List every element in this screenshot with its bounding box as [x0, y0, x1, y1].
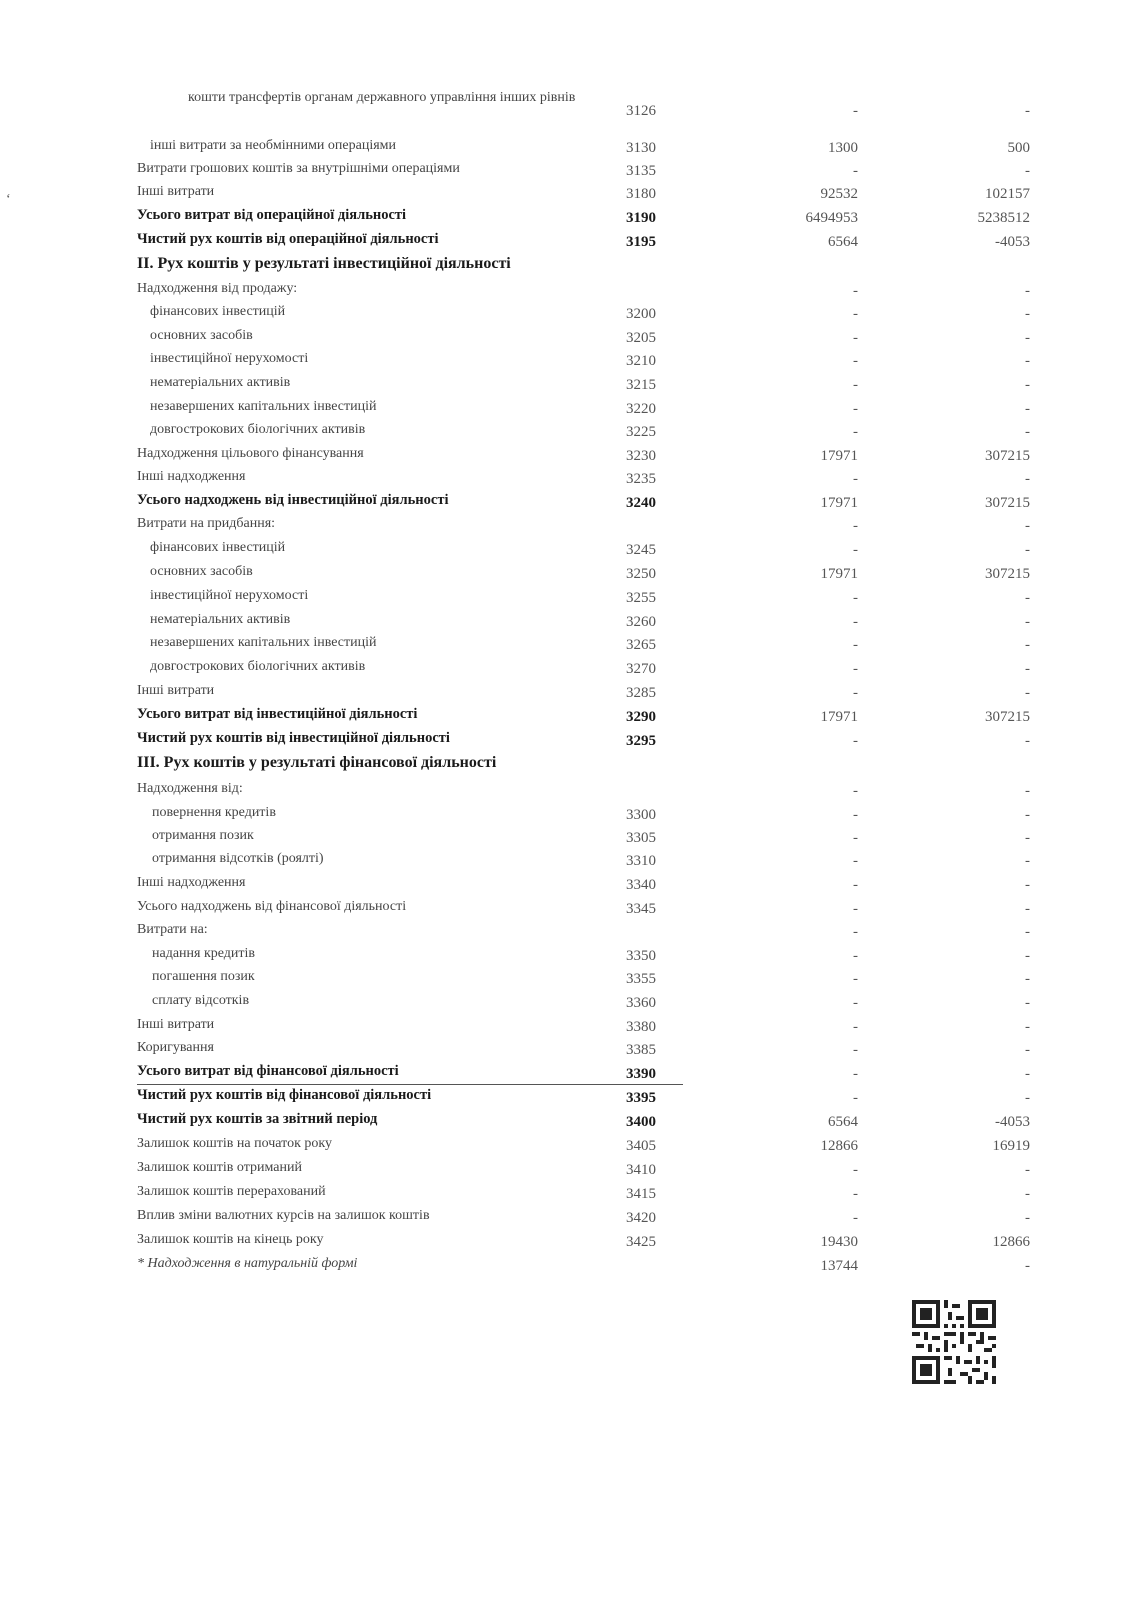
row-value-current: - [853, 733, 858, 749]
row-value-current: - [853, 542, 858, 558]
row-value-current: - [853, 1210, 858, 1226]
row-value-current: - [853, 614, 858, 630]
row-label: Усього витрат від операційної діяльності [137, 207, 407, 223]
row-code: 3235 [626, 471, 656, 487]
row-label: Витрати на придбання: [137, 516, 276, 531]
table-row [0, 946, 1131, 969]
row-value-previous: - [1025, 661, 1030, 677]
table-row [0, 232, 1131, 255]
row-code: 3205 [626, 330, 656, 346]
row-value-current: 6564 [828, 1114, 858, 1130]
table-row [0, 564, 1131, 587]
table-row [0, 1232, 1131, 1255]
table-row [0, 540, 1131, 563]
row-value-previous: - [1025, 1042, 1030, 1058]
table-row [0, 184, 1131, 207]
row-code: 3405 [626, 1138, 656, 1154]
row-value-previous: - [1025, 948, 1030, 964]
row-value-previous: - [1025, 1186, 1030, 1202]
row-value-current: 17971 [820, 495, 858, 511]
table-row [0, 493, 1131, 516]
row-value-previous: - [1025, 901, 1030, 917]
row-label: основних засобів [150, 564, 253, 579]
row-value-previous: - [1025, 877, 1030, 893]
row-value-current: - [853, 353, 858, 369]
row-value-current: 17971 [820, 566, 858, 582]
row-value-current: - [853, 330, 858, 346]
row-value-current: - [853, 948, 858, 964]
row-value-current: - [853, 306, 858, 322]
row-value-current: - [853, 590, 858, 606]
row-value-current: - [853, 1162, 858, 1178]
row-code: 3255 [626, 590, 656, 606]
row-value-current: - [853, 163, 858, 179]
section-title: III. Рух коштів у результаті фінансової діяльності [137, 754, 497, 771]
row-code: 3390 [626, 1066, 656, 1082]
row-code: 3285 [626, 685, 656, 701]
row-value-previous: - [1025, 733, 1030, 749]
row-label [150, 91, 620, 105]
row-value-previous: - [1025, 637, 1030, 653]
row-code: 3425 [626, 1234, 656, 1250]
row-label: довгострокових біологічних активів [150, 422, 366, 437]
table-row [0, 1136, 1131, 1159]
table-row [0, 659, 1131, 682]
row-code: 3225 [626, 424, 656, 440]
row-code: 3240 [626, 495, 656, 511]
row-label: погашення позик [152, 969, 255, 984]
row-value-previous: - [1025, 1019, 1030, 1035]
row-label: інвестиційної нерухомості [150, 588, 309, 603]
row-label: нематеріальних активів [150, 375, 291, 390]
row-value-current: - [853, 783, 858, 799]
row-label: Витрати грошових коштів за внутрішніми операціями [137, 161, 460, 176]
section-heading [0, 754, 1131, 780]
row-value-previous: - [1025, 163, 1030, 179]
table-row [0, 969, 1131, 992]
row-value-current: - [853, 401, 858, 417]
row-code: 3300 [626, 807, 656, 823]
row-value-current: 13744 [820, 1258, 858, 1274]
table-row [0, 993, 1131, 1016]
row-value-previous: - [1025, 103, 1030, 119]
row-label: Інші витрати [137, 683, 215, 698]
row-value-current: - [853, 1186, 858, 1202]
row-label: Інші надходження [137, 469, 246, 484]
table-row [0, 851, 1131, 874]
row-label: Інші витрати [137, 1017, 215, 1032]
row-label: основних засобів [150, 328, 253, 343]
table-row [0, 208, 1131, 231]
row-value-current: 17971 [820, 709, 858, 725]
row-label: Залишок коштів перерахований [137, 1184, 326, 1199]
row-label: інвестиційної нерухомості [150, 351, 309, 366]
row-label: нематеріальних активів [150, 612, 291, 627]
table-row [0, 899, 1131, 922]
row-value-previous: - [1025, 783, 1030, 799]
row-label: Витрати на: [137, 922, 208, 937]
table-row [0, 469, 1131, 492]
row-label: довгострокових біологічних активів [150, 659, 366, 674]
row-value-current: 6564 [828, 234, 858, 250]
row-value-previous: 12866 [992, 1234, 1030, 1250]
row-label: отримання позик [152, 828, 254, 843]
qr-code-icon [912, 1300, 996, 1384]
table-row [0, 828, 1131, 851]
row-value-previous: - [1025, 685, 1030, 701]
row-value-current: - [853, 924, 858, 940]
row-value-previous: - [1025, 471, 1030, 487]
table-row [0, 1256, 1131, 1279]
row-value-previous: - [1025, 306, 1030, 322]
row-value-current: - [853, 1090, 858, 1106]
row-value-previous: - [1025, 353, 1030, 369]
row-value-current: - [853, 518, 858, 534]
row-value-current: - [853, 807, 858, 823]
row-value-current: - [853, 377, 858, 393]
table-row [0, 138, 1131, 161]
row-value-current: - [853, 1042, 858, 1058]
table-row [0, 161, 1131, 184]
row-value-previous: - [1025, 377, 1030, 393]
row-label: * Надходження в натуральній формі [137, 1256, 358, 1271]
row-code: 3200 [626, 306, 656, 322]
row-value-previous: - [1025, 401, 1030, 417]
row-code: 3340 [626, 877, 656, 893]
row-value-previous: - [1025, 971, 1030, 987]
row-value-current: - [853, 637, 858, 653]
row-value-current: - [853, 1019, 858, 1035]
row-value-current: - [853, 971, 858, 987]
row-value-current: 92532 [820, 186, 858, 202]
row-value-current: - [853, 471, 858, 487]
table-row [0, 446, 1131, 469]
row-code: 3135 [626, 163, 656, 179]
row-label: Усього надходжень від фінансової діяльності [137, 899, 407, 914]
row-code: 3260 [626, 614, 656, 630]
row-label: фінансових інвестицій [150, 304, 286, 319]
row-code: 3350 [626, 948, 656, 964]
row-code: 3385 [626, 1042, 656, 1058]
row-code: 3250 [626, 566, 656, 582]
row-label: Залишок коштів на початок року [137, 1136, 332, 1151]
row-value-current: 6494953 [805, 210, 858, 226]
row-label: повернення кредитів [152, 805, 276, 820]
table-row [0, 90, 1131, 124]
row-label: Коригування [137, 1040, 214, 1055]
row-label: сплату відсотків [152, 993, 250, 1008]
row-label: отримання відсотків (роялті) [152, 851, 324, 866]
row-label: Надходження від: [137, 781, 243, 796]
row-value-current: - [853, 103, 858, 119]
row-label-text: кошти трансфертів органам державного управління інших рівнів [188, 90, 576, 105]
row-value-previous: 307215 [985, 709, 1030, 725]
row-value-current: - [853, 661, 858, 677]
row-label: Залишок коштів отриманий [137, 1160, 302, 1175]
row-label: Усього надходжень від інвестиційної діяльності [137, 492, 449, 508]
row-code: 3400 [626, 1114, 656, 1130]
row-label: незавершених капітальних інвестицій [150, 635, 377, 650]
divider-line [137, 1084, 683, 1085]
row-value-previous: - [1025, 614, 1030, 630]
row-code: 3420 [626, 1210, 656, 1226]
row-value-current: - [853, 853, 858, 869]
row-value-current: 17971 [820, 448, 858, 464]
row-value-previous: - [1025, 542, 1030, 558]
row-value-current: - [853, 877, 858, 893]
table-row [0, 328, 1131, 351]
row-code: 3305 [626, 830, 656, 846]
row-code: 3310 [626, 853, 656, 869]
row-label: Надходження цільового фінансування [137, 446, 364, 461]
row-code: 3126 [626, 103, 656, 119]
row-value-current: 12866 [820, 1138, 858, 1154]
table-row [0, 304, 1131, 327]
row-label: Чистий рух коштів за звітний період [137, 1111, 378, 1127]
row-label: Вплив зміни валютних курсів на залишок коштів [137, 1208, 430, 1223]
row-value-previous: - [1025, 1258, 1030, 1274]
row-label: Чистий рух коштів від інвестиційної діяльності [137, 730, 450, 746]
table-row [0, 375, 1131, 398]
row-value-previous: 307215 [985, 448, 1030, 464]
table-row [0, 612, 1131, 635]
row-code: 3265 [626, 637, 656, 653]
table-row [0, 1088, 1131, 1111]
row-code: 3210 [626, 353, 656, 369]
row-value-previous: -4053 [995, 234, 1030, 250]
row-value-current: 19430 [820, 1234, 858, 1250]
row-code: 3130 [626, 140, 656, 156]
table-row [0, 875, 1131, 898]
row-code: 3270 [626, 661, 656, 677]
table-row [0, 1208, 1131, 1231]
row-label: Чистий рух коштів від фінансової діяльності [137, 1087, 432, 1103]
row-code: 3190 [626, 210, 656, 226]
row-value-previous: - [1025, 424, 1030, 440]
row-value-previous: - [1025, 1162, 1030, 1178]
table-row [0, 1017, 1131, 1040]
row-code: 3355 [626, 971, 656, 987]
row-value-previous: 102157 [985, 186, 1030, 202]
row-code: 3230 [626, 448, 656, 464]
table-row [0, 1112, 1131, 1135]
row-value-current: - [853, 283, 858, 299]
row-code: 3290 [626, 709, 656, 725]
table-row [0, 731, 1131, 754]
section-title: II. Рух коштів у результаті інвестиційної діяльності [137, 255, 511, 272]
row-value-previous: - [1025, 590, 1030, 606]
row-code: 3415 [626, 1186, 656, 1202]
row-code: 3245 [626, 542, 656, 558]
table-row [0, 683, 1131, 706]
table-row [0, 1040, 1131, 1063]
row-value-current: 1300 [828, 140, 858, 156]
table-row [0, 422, 1131, 445]
row-value-previous: 307215 [985, 566, 1030, 582]
row-label: Надходження від продажу: [137, 281, 298, 296]
row-value-previous: 500 [1007, 140, 1030, 156]
row-code: 3215 [626, 377, 656, 393]
row-code: 3220 [626, 401, 656, 417]
row-code: 3345 [626, 901, 656, 917]
row-value-previous: - [1025, 924, 1030, 940]
row-value-previous: - [1025, 830, 1030, 846]
table-row [0, 922, 1131, 945]
row-label: Чистий рух коштів від операційної діяльності [137, 231, 439, 247]
row-label: інші витрати за необмінними операціями [150, 138, 397, 153]
margin-mark: ʻ [6, 192, 11, 207]
row-value-previous: - [1025, 518, 1030, 534]
row-value-previous: - [1025, 283, 1030, 299]
row-value-current: - [853, 685, 858, 701]
row-value-previous: 307215 [985, 495, 1030, 511]
row-label: Інші надходження [137, 875, 246, 890]
table-row [0, 351, 1131, 374]
row-code: 3380 [626, 1019, 656, 1035]
row-value-current: - [853, 901, 858, 917]
row-value-current: - [853, 1066, 858, 1082]
row-value-current: - [853, 830, 858, 846]
row-value-previous: 16919 [992, 1138, 1030, 1154]
table-row [0, 588, 1131, 611]
table-row [0, 516, 1131, 539]
row-label: Усього витрат від інвестиційної діяльності [137, 706, 418, 722]
row-value-previous: -4053 [995, 1114, 1030, 1130]
row-value-previous: - [1025, 853, 1030, 869]
row-value-current: - [853, 995, 858, 1011]
row-value-previous: - [1025, 1066, 1030, 1082]
row-label: Залишок коштів на кінець року [137, 1232, 324, 1247]
row-value-current: - [853, 424, 858, 440]
row-code: 3395 [626, 1090, 656, 1106]
row-value-previous: - [1025, 1210, 1030, 1226]
row-label: надання кредитів [152, 946, 256, 961]
table-row [0, 1184, 1131, 1207]
row-label: Інші витрати [137, 184, 215, 199]
row-label: незавершених капітальних інвестицій [150, 399, 377, 414]
row-code: 3410 [626, 1162, 656, 1178]
row-value-previous: 5238512 [977, 210, 1030, 226]
row-value-previous: - [1025, 995, 1030, 1011]
table-row [0, 399, 1131, 422]
row-value-previous: - [1025, 330, 1030, 346]
row-label: фінансових інвестицій [150, 540, 286, 555]
section-heading [0, 255, 1131, 281]
table-row [0, 281, 1131, 304]
row-value-previous: - [1025, 1090, 1030, 1106]
row-code: 3360 [626, 995, 656, 1011]
table-row [0, 707, 1131, 730]
table-row [0, 1160, 1131, 1183]
table-row [0, 635, 1131, 658]
table-row [0, 805, 1131, 828]
row-code: 3195 [626, 234, 656, 250]
row-label: Усього витрат від фінансової діяльності [137, 1063, 399, 1079]
table-row [0, 781, 1131, 804]
row-value-previous: - [1025, 807, 1030, 823]
row-code: 3295 [626, 733, 656, 749]
row-code: 3180 [626, 186, 656, 202]
